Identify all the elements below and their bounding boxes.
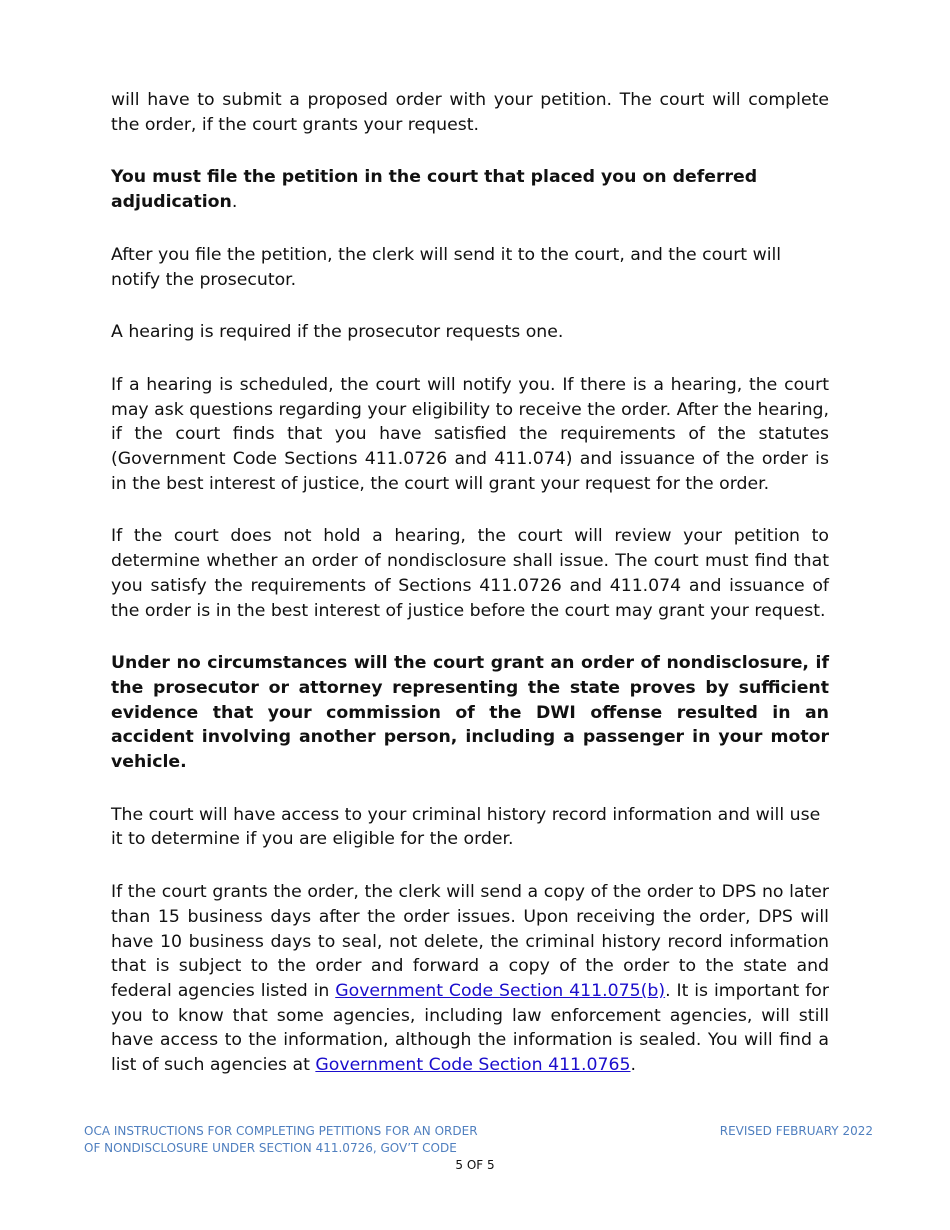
footer-title-line-2: OF NONDISCLOSURE UNDER SECTION 411.0726, GOV’T CODE	[84, 1141, 457, 1155]
paragraph-court-grants-order	[111, 880, 829, 1078]
footer-revision-date: REVISED FEBRUARY 2022	[719, 1124, 873, 1138]
link-government-code-411-0765[interactable]: Government Code Section 411.0765	[315, 1055, 631, 1076]
footer-title	[84, 1123, 478, 1157]
court-grants-text-1: If the court grants the order, the clerk will send a copy of the order to DPS no later than 15 business days after the order issues. Upon receiving the order, DPS will have 10 business days to seal, not delete, the criminal history record information that is subject to the order and forward a copy of the order to the state and federal agencies listed in	[111, 882, 829, 1001]
footer-title-line-1: OCA INSTRUCTIONS FOR COMPLETING PETITIONS FOR AN ORDER	[84, 1124, 478, 1138]
paragraph-no-hearing: If the court does not hold a hearing, the court will review your petition to determine whether an order of nondisclosure shall issue. The court must find that you satisfy the requirements of Sections 411.0726 and 411.074 and issuance of the order is in the best interest of justice before the court may grant your request.	[111, 526, 829, 621]
paragraph-hearing-required: A hearing is required if the prosecutor requests one.	[111, 322, 564, 343]
link-government-code-411-075b[interactable]: Government Code Section 411.075(b)	[335, 980, 666, 1001]
paragraph-file-petition	[111, 165, 829, 214]
paragraph-criminal-history: The court will have access to your criminal history record information and will use it to determine if you are eligible for the order.	[111, 804, 821, 850]
file-petition-period: .	[231, 192, 238, 213]
paragraph-hearing-scheduled: If a hearing is scheduled, the court will notify you. If there is a hearing, the court may ask questions regarding your eligibility to receive the order. After the hearing, if the court finds that you have satisfied the requirements of the statutes (Government Code Sections 411.0726 and 411.074) and issuance of the order is in the best interest of justice, the court will grant your request for the order.	[111, 374, 829, 494]
paragraph-dwi-warning: Under no circumstances will the court grant an order of nondisclosure, if the prosecutor or attorney representing the state proves by sufficient evidence that your commission of the DWI offense resulted in an accident involving another person, including a passenger in your motor vehicle.	[111, 653, 829, 773]
court-grants-period: .	[630, 1055, 637, 1076]
file-petition-bold-text: You must file the petition in the court that placed you on deferred adjudication	[111, 167, 758, 213]
paragraph-clerk-notify: After you file the petition, the clerk will send it to the court, and the court will notify the prosecutor.	[111, 244, 782, 290]
document-body	[111, 88, 829, 1106]
court-grants-text-2: . It is important for you to know that some agencies, including law enforcement agencies, will still have access to the information, although the information is sealed. You will find a list of such agencies at	[111, 980, 829, 1076]
paragraph-proposed-order: will have to submit a proposed order with your petition. The court will complete the order, if the court grants your request.	[111, 90, 829, 135]
page-number: 5 OF 5	[455, 1158, 495, 1172]
